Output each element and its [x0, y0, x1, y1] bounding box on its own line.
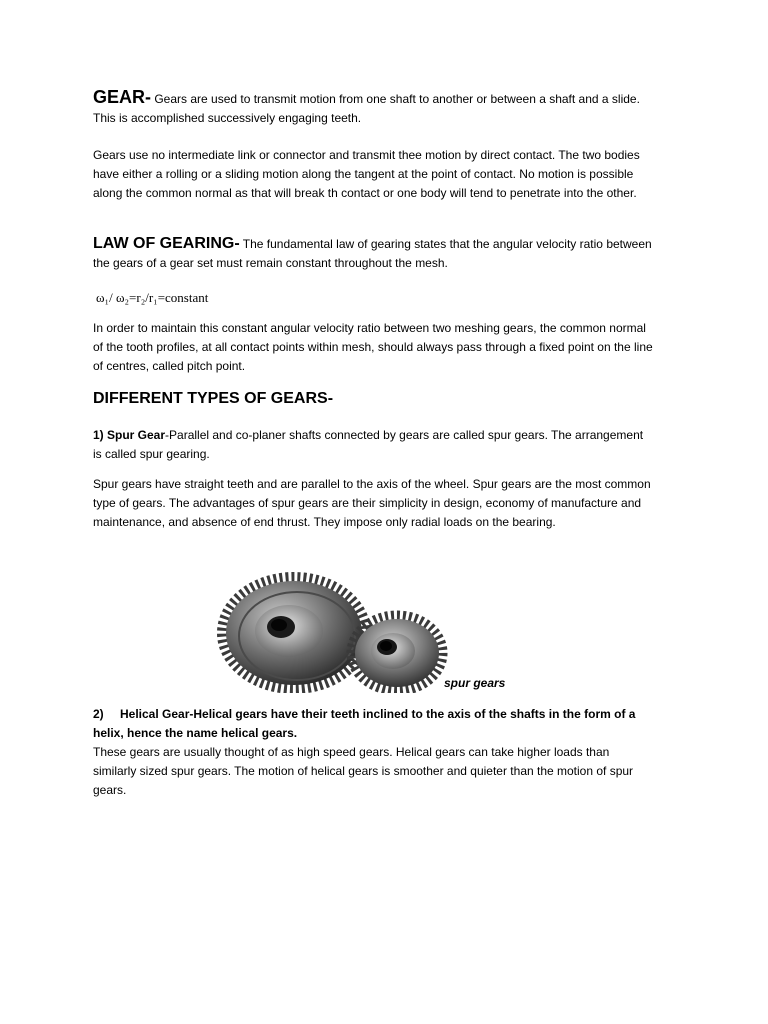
- spur-gears-image: [217, 563, 517, 693]
- law-text: The fundamental law of gearing states that the angular velocity ratio between the gears of a gear set must remain constant throughout the mesh.: [93, 237, 652, 270]
- gear-definition-text: Gears are used to transmit motion from one shaft to another or between a shaft and a slide. This is accomplished successively engaging teeth.: [93, 92, 640, 125]
- types-heading: DIFFERENT TYPES OF GEARS-: [93, 390, 334, 407]
- helical-number: 2): [93, 707, 104, 721]
- spur-gear-text: -Parallel and co-planer shafts connected by gears are called spur gears. The arrangement is called spur gearing.: [93, 428, 644, 461]
- spur-gear-definition: [93, 426, 653, 464]
- gear-definition: [93, 88, 653, 128]
- spur-gear-label: 1) Spur Gear: [93, 428, 166, 442]
- law-heading: LAW OF GEARING-: [93, 235, 240, 252]
- spur-gears-illustration: [217, 563, 517, 693]
- large-gear: [222, 577, 366, 689]
- helical-gear-text: Helical Gear-Helical gears have their teeth inclined to the axis of the shafts in the form of a helix, hence the name helical gears.: [93, 707, 636, 740]
- angular-velocity-formula: ω₁/ ω₂=r₂/r₁=constant: [96, 290, 209, 305]
- law-of-gearing: [93, 234, 653, 273]
- helical-gear-paragraph: These gears are usually thought of as high speed gears. Helical gears can take higher loads than similarly sized spur gears. The motion of helical gears is smoother and quieter than the motion of spur gears.: [93, 745, 634, 797]
- small-gear: [351, 615, 443, 691]
- figure-caption: spur gears: [444, 676, 506, 690]
- helical-gear-section: [93, 705, 653, 800]
- gear-contact-paragraph: Gears use no intermediate link or connector and transmit thee motion by direct contact. The two bodies have either a rolling or a sliding motion along the tangent at the point of contact. No motion is possible along the common normal as that will break th contact or one body will tend to penetrate into the other.: [93, 148, 640, 200]
- spur-gear-paragraph: Spur gears have straight teeth and are parallel to the axis of the wheel. Spur gears are the most common type of gears. The advantages of spur gears are their simplicity in design, economy of manufacture and maintenance, and absence of end thrust. They impose only radial loads on the bearing.: [93, 477, 651, 529]
- gear-heading: GEAR-: [93, 87, 151, 107]
- pitch-point-paragraph: In order to maintain this constant angular velocity ratio between two meshing gears, the common normal of the tooth profiles, at all contact points within mesh, should always pass through a fixed point on the line of centres, called pitch point.: [93, 321, 653, 373]
